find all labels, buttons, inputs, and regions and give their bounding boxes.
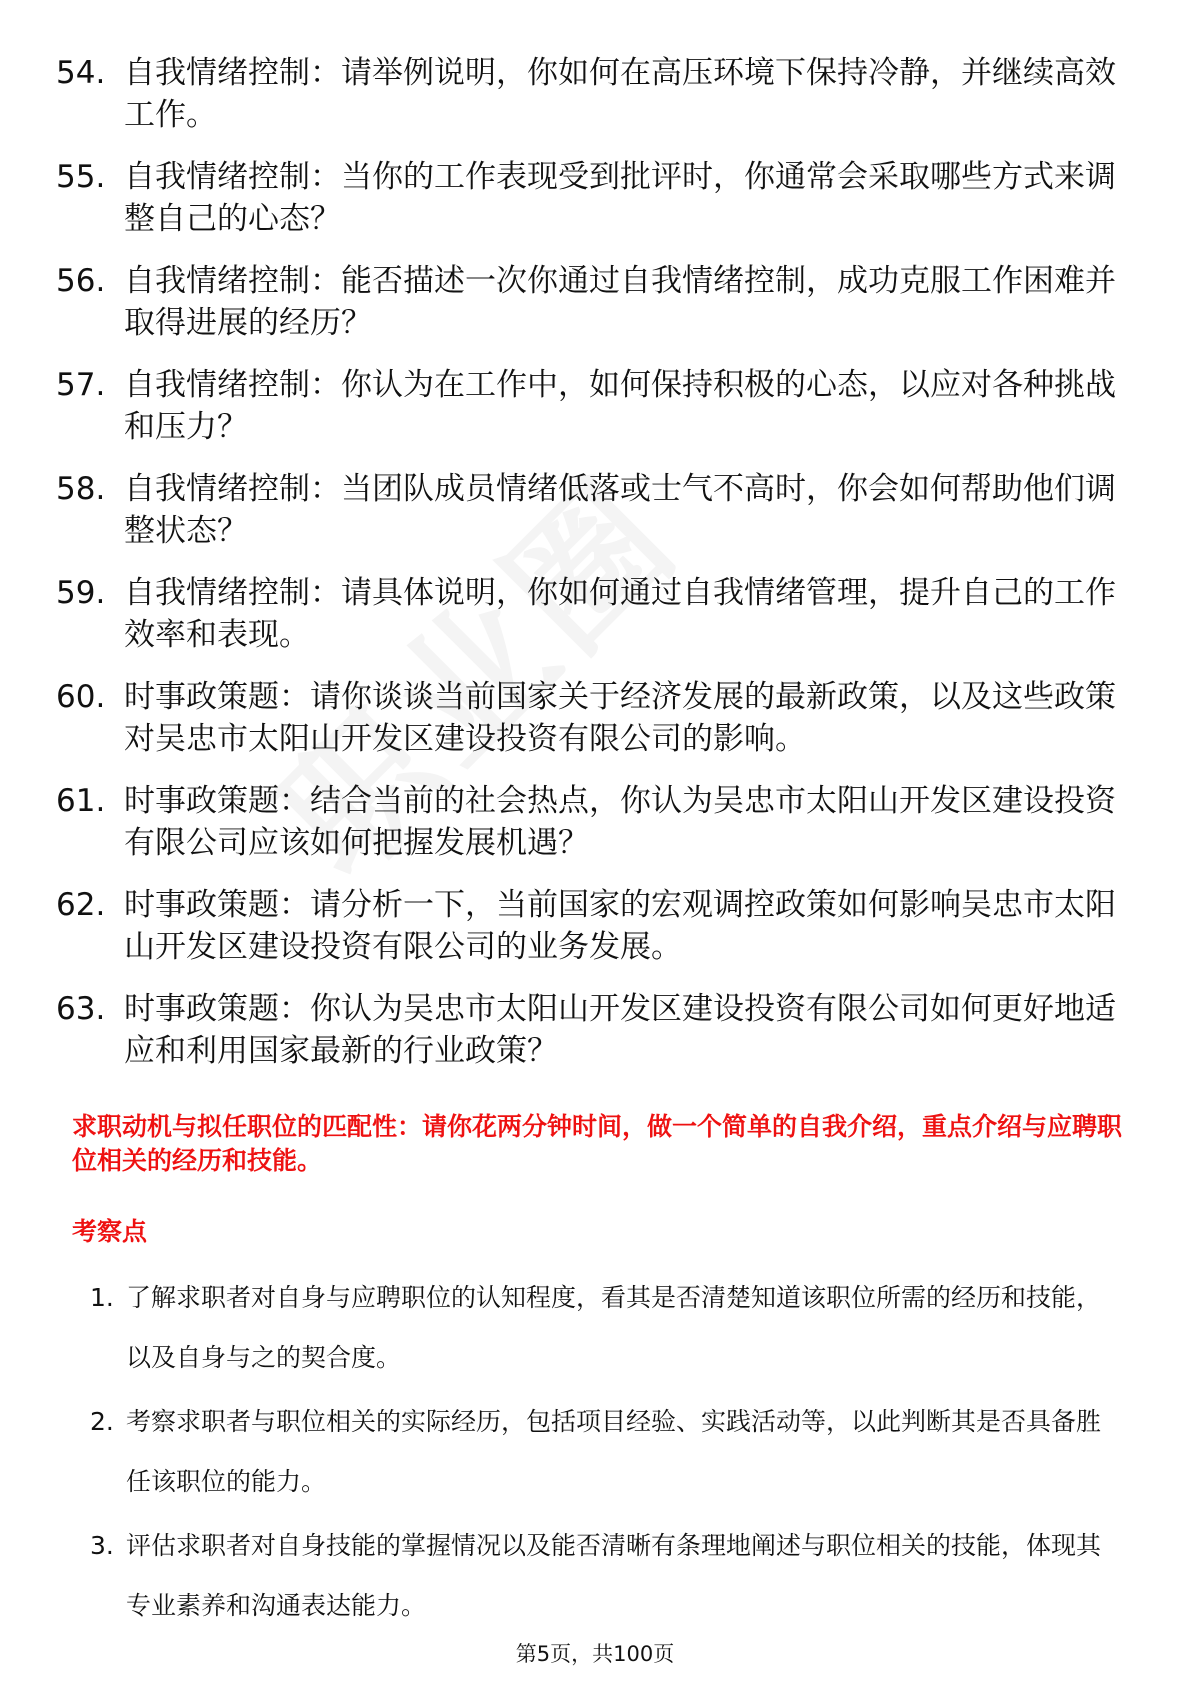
list-item (56, 572, 1136, 656)
question-text: 时事政策题：请分析一下，当前国家的宏观调控政策如何影响吴忠市太阳山开发区建设投资有限公司的业务发展。 (124, 887, 1116, 965)
list-item (56, 52, 1136, 136)
list-item (56, 884, 1136, 968)
list-item (56, 260, 1136, 344)
point-number: 3. (90, 1531, 114, 1560)
question-text: 自我情绪控制：请举例说明，你如何在高压环境下保持冷静，并继续高效工作。 (124, 55, 1116, 133)
section-heading: 求职动机与拟任职位的匹配性：请你花两分钟时间，做一个简单的自我介绍，重点介绍与应聘职位相关的经历和技能。 (72, 1112, 1123, 1175)
point-text: 评估求职者对自身技能的掌握情况以及能否清晰有条理地阐述与职位相关的技能，体现其专业素养和沟通表达能力。 (126, 1531, 1102, 1620)
list-item (90, 1392, 1130, 1512)
question-list (56, 52, 1136, 1092)
list-item (56, 156, 1136, 240)
list-item (56, 364, 1136, 448)
question-text: 时事政策题：你认为吴忠市太阳山开发区建设投资有限公司如何更好地适应和利用国家最新的行业政策？ (124, 991, 1116, 1069)
list-item (56, 988, 1136, 1072)
question-number: 56. (56, 263, 106, 299)
point-text: 考察求职者与职位相关的实际经历，包括项目经验、实践活动等，以此判断其是否具备胜任该职位的能力。 (126, 1407, 1102, 1496)
question-text: 自我情绪控制：请具体说明，你如何通过自我情绪管理，提升自己的工作效率和表现。 (124, 575, 1116, 653)
list-item (56, 468, 1136, 552)
question-text: 时事政策题：请你谈谈当前国家关于经济发展的最新政策，以及这些政策对吴忠市太阳山开发区建设投资有限公司的影响。 (124, 679, 1116, 757)
question-number: 61. (56, 783, 106, 819)
point-number: 2. (90, 1407, 114, 1436)
question-number: 62. (56, 887, 106, 923)
question-number: 57. (56, 367, 106, 403)
point-number: 1. (90, 1283, 114, 1312)
question-text: 自我情绪控制：你认为在工作中，如何保持积极的心态，以应对各种挑战和压力？ (124, 367, 1116, 445)
list-item (90, 1268, 1130, 1388)
list-item (56, 676, 1136, 760)
page-footer: 第5页，共100页 (515, 1642, 675, 1666)
question-number: 55. (56, 159, 106, 195)
list-item (90, 1516, 1130, 1636)
question-text: 时事政策题：结合当前的社会热点，你认为吴忠市太阳山开发区建设投资有限公司应该如何把握发展机遇？ (124, 783, 1116, 861)
question-number: 59. (56, 575, 106, 611)
question-text: 自我情绪控制：当你的工作表现受到批评时，你通常会采取哪些方式来调整自己的心态？ (124, 159, 1116, 237)
question-text: 自我情绪控制：当团队成员情绪低落或士气不高时，你会如何帮助他们调整状态？ (124, 471, 1116, 549)
kaochadian-list (90, 1268, 1130, 1640)
kaochadian-title: 考察点 (72, 1217, 148, 1246)
question-number: 63. (56, 991, 106, 1027)
question-number: 54. (56, 55, 106, 91)
point-text: 了解求职者对自身与应聘职位的认知程度，看其是否清楚知道该职位所需的经历和技能，以及自身与之的契合度。 (126, 1283, 1102, 1372)
question-text: 自我情绪控制：能否描述一次你通过自我情绪控制，成功克服工作困难并取得进展的经历？ (124, 263, 1116, 341)
list-item (56, 780, 1136, 864)
question-number: 60. (56, 679, 106, 715)
question-number: 58. (56, 471, 106, 507)
